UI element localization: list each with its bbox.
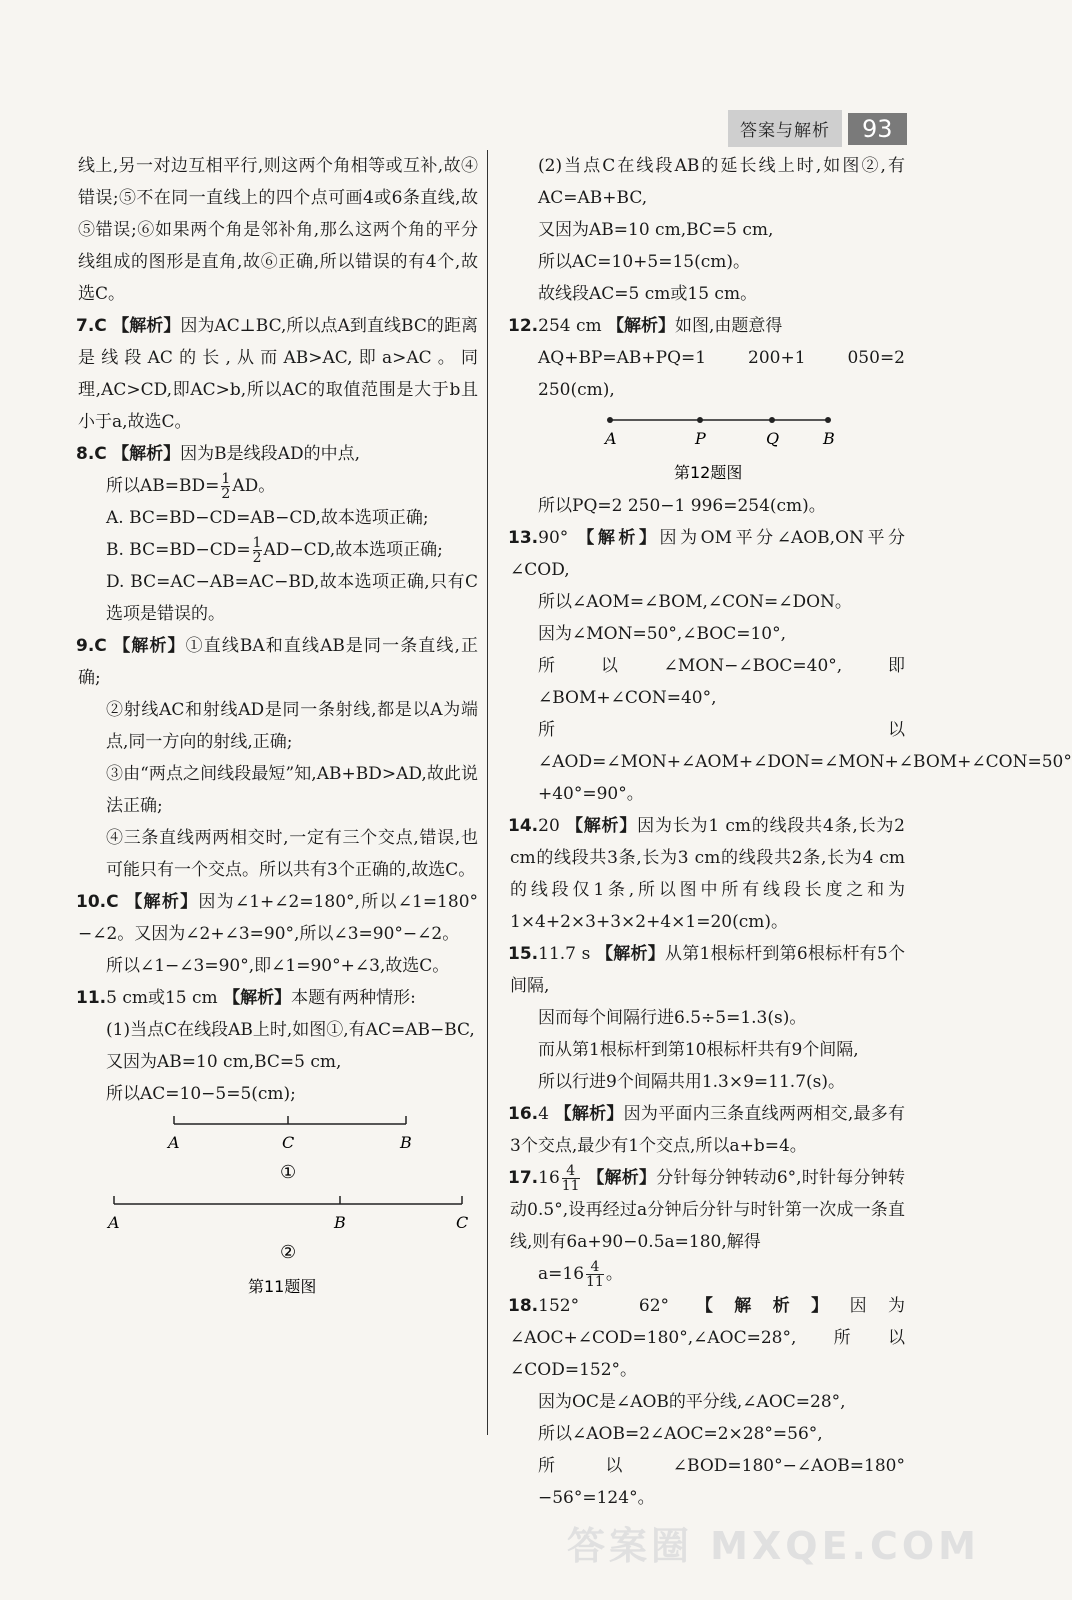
analysis-tag: 【解析】: [607, 316, 676, 336]
denominator: 11: [561, 1178, 580, 1194]
label-b: B: [400, 1133, 412, 1152]
label-c: C: [456, 1213, 469, 1232]
fraction-half: [221, 472, 230, 501]
figure-label-1: ①: [280, 1162, 297, 1183]
page-number: 93: [848, 113, 907, 145]
question-number: 10.C: [76, 892, 119, 912]
question-number: 8.C: [76, 444, 107, 464]
answer-8: [78, 438, 478, 470]
fraction-half: [253, 536, 262, 565]
question-number: 14.: [508, 816, 539, 836]
answer-11-line: 所以AC=10−5=5(cm);: [106, 1084, 296, 1104]
point-q: [769, 417, 775, 423]
text: B. BC=BD−CD=: [106, 540, 251, 560]
answer-15-line: 所以行进9个间隔共用1.3×9=11.7(s)。: [538, 1072, 845, 1092]
segment-diagram-1: [166, 1116, 412, 1183]
analysis-tag: 【解析】: [577, 528, 660, 548]
answer-9-line: ②射线AC和射线AD是同一条射线,都是以A为端点,同一方向的射线,正确;: [106, 700, 478, 752]
analysis-tag: 【解析】: [223, 988, 292, 1008]
analysis-text: 本题有两种情形:: [291, 988, 416, 1008]
answer-9-line: ③由“两点之间线段最短”知,AB+BD>AD,故此说法正确;: [106, 764, 478, 816]
text: a=16: [538, 1264, 585, 1284]
answer-15-line: 而从第1根标杆到第10根标杆共有9个间隔,: [538, 1040, 859, 1060]
analysis-tag: 【解析】: [112, 444, 181, 464]
answer-11-line: 故线段AC=5 cm或15 cm。: [538, 284, 758, 304]
answer-11-line: 又因为AB=10 cm,BC=5 cm,: [106, 1052, 342, 1072]
text: 所以AB=BD=: [106, 476, 220, 496]
answer-10: [78, 886, 478, 950]
answer-12-line: 所以PQ=2 250−1 996=254(cm)。: [538, 496, 826, 516]
analysis-tag: 【解析】: [554, 1104, 624, 1124]
question-number: 15.: [508, 944, 539, 964]
question-number: 16.: [508, 1104, 539, 1124]
answer-16: [510, 1098, 905, 1162]
answer-18-line: 因为OC是∠AOB的平分线,∠AOC=28°,: [538, 1392, 846, 1412]
question-number: 18.: [508, 1296, 539, 1316]
section-label: 答案与解析: [728, 110, 842, 147]
denominator: 11: [586, 1274, 604, 1290]
analysis-text: 因为OM平分∠AOB,ON平分∠COD,: [510, 528, 906, 580]
answer-value: 11.7 s: [538, 944, 591, 964]
column-divider: [487, 150, 488, 1435]
answer-9-line: ④三条直线两两相交时,一定有三个交点,错误,也可能只有一个交点。所以共有3个正确的,故选C。: [106, 828, 478, 880]
analysis-tag: 【解析】: [596, 944, 666, 964]
answer-10-line: 所以∠1−∠3=90°,即∠1=90°+∠3,故选C。: [106, 956, 450, 976]
analysis-text: 从第1根标杆到第6根标杆有5个间隔,: [510, 944, 906, 996]
analysis-tag: 【解析】: [565, 816, 638, 836]
answer-13: [510, 522, 905, 586]
analysis-text: 因为长为1 cm的线段共4条,长为2 cm的线段共3条,长为3 cm的线段共2条,长为4 cm的线段仅1条,所以图中所有线段长度之和为1×4+2×3+3×2+4×1=20(cm)。: [510, 816, 905, 932]
label-q: Q: [766, 429, 780, 448]
answer-8-option-a: A. BC=BD−CD=AB−CD,故本选项正确;: [106, 508, 429, 528]
question-number: 12.: [508, 316, 539, 336]
answer-13-line: 所以∠AOM=∠BOM,∠CON=∠DON。: [538, 592, 852, 612]
answer-value: 90°: [538, 528, 569, 548]
answer-11-line: 又因为AB=10 cm,BC=5 cm,: [538, 220, 774, 240]
text: AD。: [232, 476, 276, 496]
label-a: A: [108, 1213, 120, 1232]
answer-13-line: 所以∠AOD=∠MON+∠AOM+∠DON=∠MON+∠BOM+∠CON=50°+40°=90°。: [538, 720, 1072, 804]
analysis-text: 分针每分钟转动6°,时针每分钟转动0.5°,设再经过a分钟后分针与时针第一次成一条直线,则有6a+90−0.5a=180,解得: [510, 1168, 906, 1252]
numerator: 1: [252, 535, 262, 551]
analysis-text: ①直线BA和直线AB是同一条直线,正确;: [78, 636, 478, 688]
answer-7: [78, 310, 478, 438]
label-a: A: [605, 429, 617, 448]
figure-label-2: ②: [280, 1242, 297, 1263]
answer-11: [78, 982, 478, 1014]
analysis-text: 因为∠1+∠2=180°,所以∠1=180°−∠2。又因为∠2+∠3=90°,所以∠3=90°−∠2。: [78, 892, 479, 944]
answer-8-option-b: [78, 534, 478, 566]
answer-13-line: 因为∠MON=50°,∠BOC=10°,: [538, 624, 787, 644]
answer-15-line: 因而每个间隔行进6.5÷5=1.3(s)。: [538, 1008, 807, 1028]
question-number: 13.: [508, 528, 539, 548]
label-a: A: [168, 1133, 180, 1152]
figure-12-caption: 第12题图: [674, 463, 743, 482]
answer-value: 152° 62°: [538, 1296, 670, 1316]
figure-12-diagram: [510, 408, 905, 488]
analysis-tag: 【解析】: [113, 636, 186, 656]
answer-8-line: [78, 470, 478, 502]
question-number: 11.: [76, 988, 107, 1008]
analysis-text: 因为AC⊥BC,所以点A到直线BC的距离是线段AC的长,从而AB>AC,即a>AC。同理,AC>CD,即AC>b,所以AC的取值范围是大于b且小于a,故选C。: [78, 316, 478, 432]
answer-18-line: 所以∠AOB=2∠AOC=2×28°=56°,: [538, 1424, 823, 1444]
page-header: [728, 110, 907, 147]
point-a: [607, 417, 613, 423]
label-p: P: [695, 429, 706, 448]
analysis-tag: 【解析】: [125, 892, 199, 912]
numerator: 4: [562, 1164, 580, 1179]
answer-15: [510, 938, 905, 1002]
answer-integer-part: 16: [538, 1168, 560, 1188]
denominator: 2: [252, 550, 262, 566]
figure-11-diagram: [78, 1112, 478, 1302]
analysis-text: 如图,由题意得: [675, 316, 783, 336]
label-b: B: [823, 429, 835, 448]
answer-value: 254 cm: [538, 316, 602, 336]
answer-17-line: a=16 $\frac{4}{11}$ 。: [538, 1259, 623, 1290]
answer-18: [510, 1290, 905, 1386]
label-c: C: [282, 1133, 295, 1152]
denominator: 2: [221, 486, 231, 502]
answer-14: [510, 810, 905, 938]
analysis-tag: 【解析】: [587, 1168, 657, 1188]
figure-12: [510, 408, 905, 488]
answer-12-line: AQ+BP=AB+PQ=1 200+1 050=2 250(cm),: [538, 348, 905, 400]
left-column: [78, 150, 478, 1304]
question-number: 7.C: [76, 316, 107, 336]
answer-11-line: 所以AC=10+5=15(cm)。: [538, 252, 751, 272]
point-b: [825, 417, 831, 423]
text: AD−CD,故本选项正确;: [263, 540, 443, 560]
continued-paragraph: 线上,另一对边互相平行,则这两个角相等或互补,故④错误;⑤不在同一直线上的四个点可画4或6条直线,故⑤错误;⑥如果两个角是邻补角,那么这两个角的平分线组成的图形是直角,故⑥正确,所以错误的有4个,故选C。: [78, 156, 478, 304]
answer-9: [78, 630, 478, 694]
figure-11: [78, 1112, 478, 1302]
right-column: [508, 150, 1072, 1514]
figure-11-caption: 第11题图: [248, 1277, 317, 1296]
analysis-text: 因为∠AOC+∠COD=180°,∠AOC=28°,所以∠COD=152°。: [510, 1296, 905, 1380]
answer-17: [510, 1162, 905, 1258]
analysis-tag: 【解析】: [112, 316, 181, 336]
watermark-logo: 答案圈 MXQE.COM: [566, 1524, 980, 1568]
answer-value: 20: [538, 816, 560, 836]
analysis-text: 因为B是线段AD的中点,: [180, 444, 360, 464]
answer-fraction: [586, 1260, 604, 1289]
answer-value: 4: [538, 1104, 549, 1124]
answer-12: [510, 310, 905, 342]
answer-8-option-d: D. BC=AC−AB=AC−BD,故本选项正确,只有C选项是错误的。: [106, 572, 478, 624]
label-b: B: [334, 1213, 346, 1232]
answer-11-line: (1)当点C在线段AB上时,如图①,有AC=AB−BC,: [106, 1020, 475, 1040]
question-number: 17.: [508, 1168, 539, 1188]
numerator: 4: [586, 1260, 604, 1275]
answer-11-case2: (2)当点C在线段AB的延长线上时,如图②,有AC=AB+BC,: [538, 156, 905, 208]
answer-18-line: 所以∠BOD=180°−∠AOB=180°−56°=124°。: [538, 1456, 905, 1508]
point-p: [697, 417, 703, 423]
answer-value: 5 cm或15 cm: [106, 988, 218, 1008]
numerator: 1: [221, 471, 231, 487]
analysis-text: 因为平面内三条直线两两相交,最多有3个交点,最少有1个交点,所以a+b=4。: [510, 1104, 906, 1156]
question-number: 9.C: [76, 636, 107, 656]
answer-13-line: 所以∠MON−∠BOC=40°,即∠BOM+∠CON=40°,: [538, 656, 905, 708]
segment-diagram-2: [106, 1196, 468, 1263]
answer-fraction: [562, 1164, 580, 1193]
analysis-tag: 【解析】: [695, 1296, 850, 1316]
